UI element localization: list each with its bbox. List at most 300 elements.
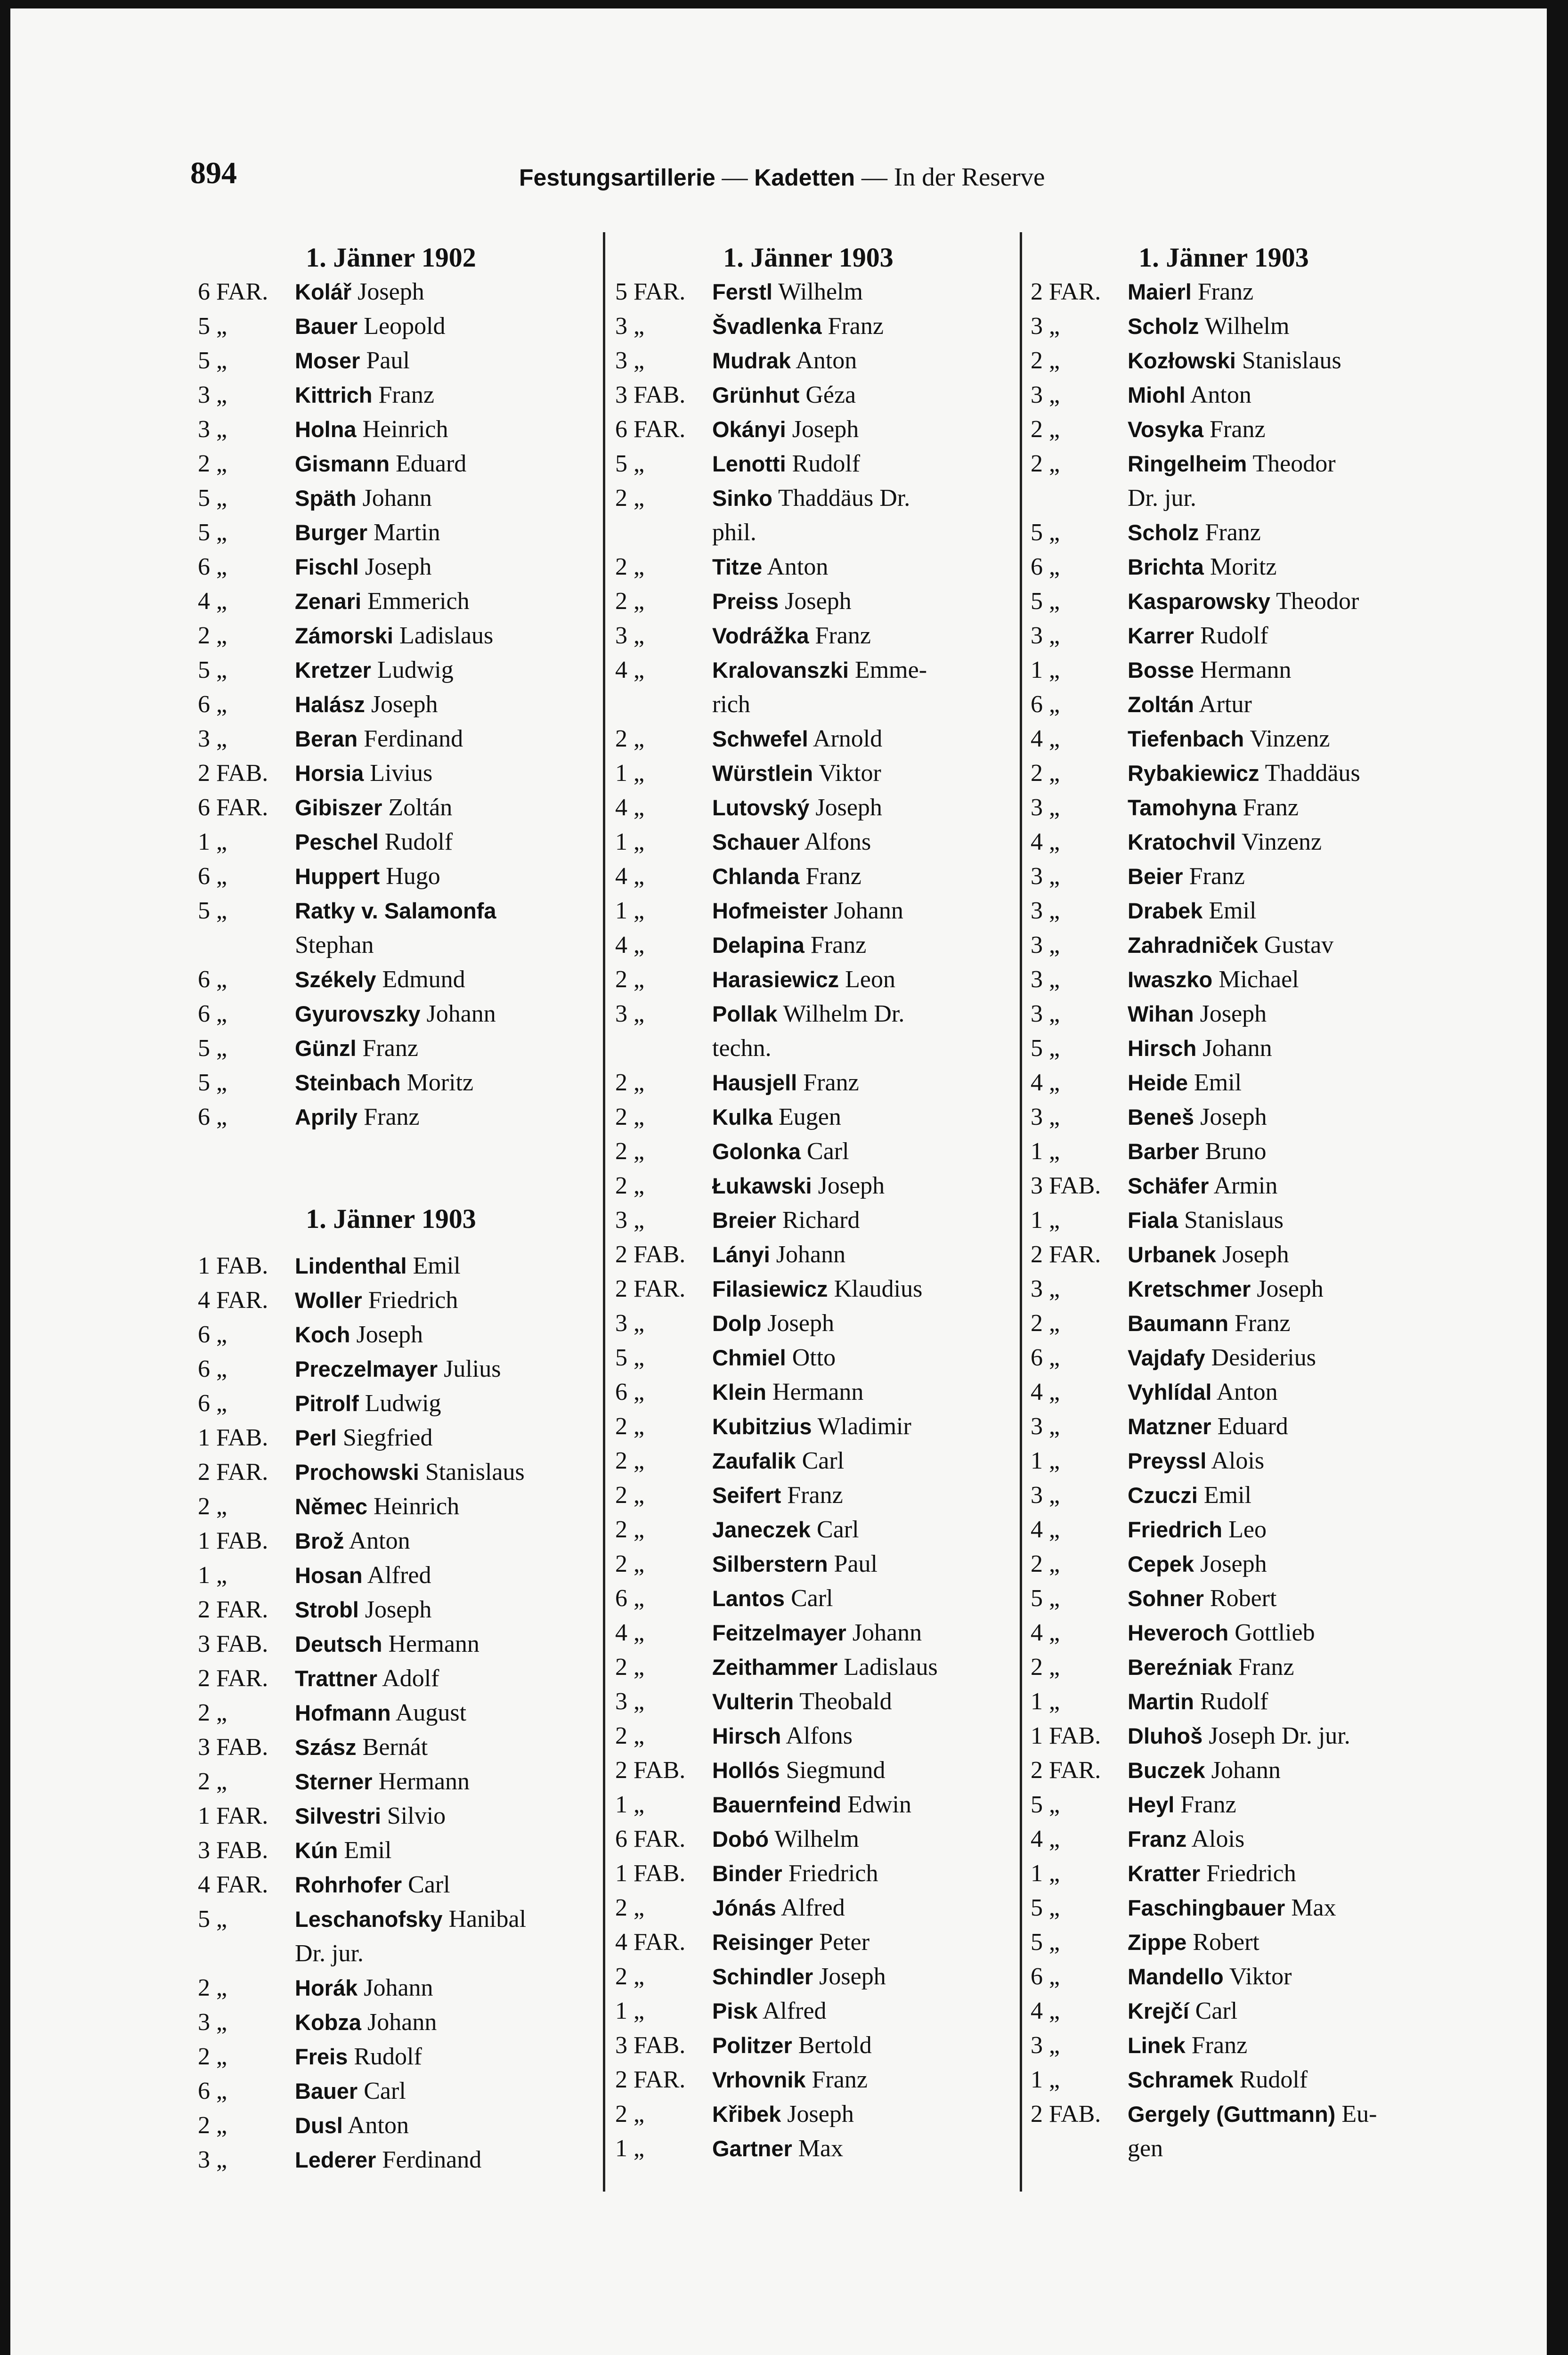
given-name: Ladislaus <box>399 622 494 649</box>
unit-rank: 2 „ <box>198 1974 227 2001</box>
given-name: Joseph <box>1200 1551 1267 1577</box>
unit-rank: 3 „ <box>1031 2032 1060 2059</box>
list-entry <box>198 515 584 550</box>
unit-rank: 5 „ <box>1031 1929 1060 1956</box>
surname: Jónás <box>712 1895 776 1920</box>
list-entry <box>1031 1203 1417 1237</box>
unit-rank: 2 „ <box>615 1654 645 1681</box>
surname: Mudrak <box>712 348 791 373</box>
given-name: Joseph <box>1200 1104 1267 1130</box>
given-name: Leon <box>845 966 895 993</box>
surname: Gyurovszky <box>295 1001 421 1026</box>
person-name <box>1128 1478 1251 1512</box>
surname: Iwaszko <box>1128 967 1213 992</box>
list-entry <box>1031 1031 1417 1065</box>
unit-rank: 6 „ <box>615 1379 645 1405</box>
section-heading: 1. Jänner 1902 <box>306 242 476 273</box>
list-entry <box>1031 1684 1417 1719</box>
unit-rank: 6 FAR. <box>615 1826 686 1852</box>
person-name <box>295 481 432 515</box>
list-entry <box>1031 309 1417 343</box>
list-entry <box>1031 1581 1417 1616</box>
unit-rank: 2 „ <box>615 1447 645 1474</box>
surname: Czuczi <box>1128 1483 1198 1508</box>
given-name: Joseph <box>365 1596 432 1623</box>
unit-rank: 6 FAR. <box>198 278 268 305</box>
surname: Hirsch <box>712 1723 781 1748</box>
list-entry <box>1031 1237 1417 1272</box>
given-name: Adolf <box>382 1665 439 1692</box>
surname: Bosse <box>1128 658 1194 682</box>
list-entry <box>198 1592 584 1627</box>
given-name: Franz <box>1243 794 1299 821</box>
given-name: Joseph <box>365 553 432 580</box>
unit-rank: 2 „ <box>615 588 645 615</box>
unit-rank: 2 „ <box>615 485 645 512</box>
unit-rank: 2 „ <box>615 1894 645 1921</box>
surname: Vajdafy <box>1128 1345 1205 1370</box>
surname: Janeczek <box>712 1517 811 1542</box>
given-name: Livius <box>370 760 433 787</box>
unit-rank: 4 FAR. <box>198 1287 268 1314</box>
unit-rank: 2 „ <box>615 2101 645 2128</box>
person-name <box>712 962 895 997</box>
list-entry <box>615 1650 1001 1684</box>
person-name <box>1128 1856 1296 1891</box>
person-name <box>295 2108 409 2143</box>
given-name: Artur <box>1199 691 1252 718</box>
list-entry <box>1031 1065 1417 1100</box>
unit-rank: 4 „ <box>1031 1619 1060 1646</box>
unit-rank: 5 „ <box>198 1035 227 1062</box>
list-entry <box>198 790 584 825</box>
unit-rank: 1 „ <box>198 1562 227 1589</box>
list-entry <box>615 1203 1001 1237</box>
unit-rank: 2 „ <box>1031 1551 1060 1577</box>
surname: Rohrhofer <box>295 1872 402 1897</box>
unit-rank: 3 „ <box>615 622 645 649</box>
person-name <box>712 2097 854 2131</box>
list-entry <box>615 1925 1001 1959</box>
continuation-text: gen <box>1128 2135 1163 2162</box>
person-name <box>295 447 466 481</box>
unit-rank: 2 „ <box>198 2112 227 2139</box>
list-entry <box>615 2097 1001 2131</box>
unit-rank: 3 „ <box>1031 966 1060 993</box>
person-name <box>712 2131 843 2166</box>
person-name <box>295 1696 466 1730</box>
unit-rank: 2 FAR. <box>1031 278 1101 305</box>
person-name <box>1128 1237 1289 1272</box>
given-name: Eduard <box>1217 1413 1288 1440</box>
list-entry <box>1031 584 1417 618</box>
unit-rank: 4 „ <box>615 932 645 958</box>
unit-rank: 6 „ <box>198 691 227 718</box>
list-entry <box>615 1891 1001 1925</box>
person-name <box>1128 1547 1267 1581</box>
continuation-text: phil. <box>712 519 756 546</box>
unit-rank: 6 „ <box>198 966 227 993</box>
given-name: Wilhelm Dr. <box>783 1000 905 1027</box>
surname: Kobza <box>295 2010 361 2035</box>
list-entry <box>615 962 1001 997</box>
list-entry <box>198 687 584 722</box>
given-name: Alfons <box>804 828 871 855</box>
list-entry <box>198 343 584 378</box>
given-name: Stanislaus <box>1242 347 1341 374</box>
person-name <box>712 1340 836 1375</box>
given-name: Alois <box>1191 1826 1245 1852</box>
surname: Horák <box>295 1975 358 2000</box>
person-name <box>712 1444 844 1478</box>
unit-rank: 3 „ <box>1031 1275 1060 1302</box>
unit-rank: 3 „ <box>1031 932 1060 958</box>
list-entry <box>198 2108 584 2143</box>
list-entry <box>615 618 1001 653</box>
person-name <box>1128 997 1267 1031</box>
running-head-part1: Festungsartillerie <box>519 164 715 191</box>
unit-rank: 3 FAB. <box>1031 1172 1101 1199</box>
given-name: Ferdinand <box>364 725 463 752</box>
person-name <box>1128 1650 1294 1684</box>
surname: Karrer <box>1128 623 1194 648</box>
surname: Kretzer <box>295 658 371 682</box>
list-entry <box>198 275 584 309</box>
given-name: Theodor <box>1276 588 1359 615</box>
person-name <box>1128 1512 1267 1547</box>
surname: Sterner <box>295 1769 373 1794</box>
given-name: Stanislaus <box>425 1459 525 1486</box>
unit-rank: 1 „ <box>615 1998 645 2024</box>
unit-rank: 6 „ <box>198 1104 227 1130</box>
given-name: Joseph <box>1200 1000 1267 1027</box>
surname: Tiefenbach <box>1128 726 1244 751</box>
surname: Feitzelmayer <box>712 1620 846 1645</box>
list-entry <box>615 1547 1001 1581</box>
surname: Würstlein <box>712 761 813 786</box>
given-name: Robert <box>1210 1585 1277 1612</box>
given-name: Franz <box>787 1482 843 1509</box>
unit-rank: 1 „ <box>1031 2066 1060 2093</box>
list-entry <box>198 1386 584 1421</box>
section-heading: 1. Jänner 1903 <box>306 1203 476 1234</box>
surname: Švadlenka <box>712 314 822 339</box>
unit-rank: 3 „ <box>1031 794 1060 821</box>
given-name: Thaddäus <box>1265 760 1360 787</box>
given-name: Franz <box>1210 416 1266 443</box>
list-entry <box>615 928 1001 962</box>
person-name <box>1128 653 1292 687</box>
surname: Székely <box>295 967 376 992</box>
surname: Halász <box>295 692 365 717</box>
continuation-text: Dr. jur. <box>295 1940 364 1967</box>
person-name <box>1128 2063 1308 2097</box>
list-entry <box>615 1444 1001 1478</box>
list-entry <box>198 309 584 343</box>
person-name <box>712 1684 892 1719</box>
given-name: Anton <box>796 347 857 374</box>
person-name <box>1128 1581 1276 1616</box>
given-name: Paul <box>366 347 410 374</box>
list-entry <box>1031 1100 1417 1134</box>
surname: Kolář <box>295 279 352 304</box>
list-entry <box>198 378 584 412</box>
person-name <box>712 1547 877 1581</box>
person-name <box>295 2143 481 2177</box>
given-name: Viktor <box>819 760 881 787</box>
unit-rank: 1 FAB. <box>198 1252 268 1279</box>
unit-rank: 3 „ <box>198 416 227 443</box>
person-name <box>1128 1375 1278 1409</box>
given-name: Martin <box>374 519 440 546</box>
list-entry <box>1031 1512 1417 1547</box>
list-entry <box>198 962 584 997</box>
surname: Silvestri <box>295 1803 381 1828</box>
person-name <box>712 309 884 343</box>
surname: Vodrážka <box>712 623 809 648</box>
unit-rank: 2 FAR. <box>1031 1241 1101 1268</box>
surname: Kratter <box>1128 1861 1201 1886</box>
given-name: Viktor <box>1229 1963 1292 1990</box>
unit-rank: 6 FAR. <box>615 416 686 443</box>
surname: Dolp <box>712 1311 762 1336</box>
list-entry <box>1031 1444 1417 1478</box>
person-name <box>295 722 463 756</box>
person-name <box>712 1925 869 1959</box>
unit-rank: 2 FAB. <box>615 1757 686 1784</box>
surname: Schäfer <box>1128 1173 1209 1198</box>
unit-rank: 5 „ <box>1031 1035 1060 1062</box>
person-name <box>1128 1925 1259 1959</box>
given-name: Rudolf <box>792 450 861 477</box>
surname: Golonka <box>712 1139 801 1164</box>
unit-rank: 6 „ <box>198 1000 227 1027</box>
given-name: Ferdinand <box>382 2146 482 2173</box>
person-name <box>1128 550 1276 584</box>
given-name: Franz <box>364 1104 420 1130</box>
unit-rank: 2 FAR. <box>198 1459 268 1486</box>
list-entry <box>1031 1719 1417 1753</box>
list-entry <box>1031 1787 1417 1822</box>
column-2 <box>615 240 1001 2166</box>
list-entry <box>615 790 1001 825</box>
unit-rank: 4 „ <box>1031 828 1060 855</box>
surname: Schwefel <box>712 726 808 751</box>
column-1 <box>198 240 584 2177</box>
list-entry <box>198 1317 584 1352</box>
surname: Burger <box>295 520 368 545</box>
given-name: Franz <box>828 313 884 340</box>
continuation-text: Stephan <box>295 932 374 958</box>
surname: Lenotti <box>712 451 786 476</box>
surname: Heveroch <box>1128 1620 1229 1645</box>
surname: Aprily <box>295 1104 358 1129</box>
unit-rank: 2 „ <box>615 1138 645 1165</box>
given-name: Friedrich <box>788 1860 878 1887</box>
person-name <box>712 481 910 515</box>
list-entry <box>198 1100 584 1134</box>
surname: Beneš <box>1128 1104 1194 1129</box>
unit-rank: 2 FAR. <box>615 1275 686 1302</box>
person-name <box>712 928 866 962</box>
surname: Preiss <box>712 589 779 614</box>
surname: Buczek <box>1128 1758 1205 1783</box>
given-name: Silvio <box>387 1803 446 1829</box>
given-name: Carl <box>1195 1998 1238 2024</box>
given-name: Moritz <box>1210 553 1277 580</box>
surname: Lutovský <box>712 795 810 820</box>
surname: Vyhlídal <box>1128 1380 1212 1405</box>
list-entry <box>198 1902 584 1936</box>
person-name <box>1128 790 1299 825</box>
given-name: Desiderius <box>1211 1344 1316 1371</box>
unit-rank: 6 „ <box>198 1321 227 1348</box>
list-entry-continuation <box>1031 2131 1417 2166</box>
given-name: Paul <box>834 1551 877 1577</box>
surname: Hirsch <box>1128 1036 1197 1061</box>
given-name: Emme- <box>854 657 927 683</box>
given-name: Carl <box>408 1871 450 1898</box>
given-name: Hermann <box>378 1768 470 1795</box>
given-name: Joseph <box>815 794 882 821</box>
list-entry <box>615 1340 1001 1375</box>
given-name: Rudolf <box>1239 2066 1308 2093</box>
person-name <box>1128 515 1261 550</box>
person-name <box>712 1375 863 1409</box>
unit-rank: 4 „ <box>198 588 227 615</box>
person-name <box>712 343 857 378</box>
given-name: Eduard <box>396 450 467 477</box>
unit-rank: 1 „ <box>1031 1688 1060 1715</box>
running-head-part3: In der Reserve <box>894 162 1045 191</box>
given-name: Friedrich <box>368 1287 458 1314</box>
person-name <box>1128 584 1359 618</box>
list-entry <box>198 1283 584 1317</box>
surname: Kubitzius <box>712 1414 812 1439</box>
unit-rank: 3 „ <box>1031 1413 1060 1440</box>
surname: Faschingbauer <box>1128 1895 1285 1920</box>
given-name: Anton <box>349 1527 410 1554</box>
given-name: Hermann <box>1200 657 1292 683</box>
person-name <box>295 687 438 722</box>
given-name: Edmund <box>382 966 465 993</box>
given-name: Heinrich <box>362 416 448 443</box>
person-name <box>712 859 861 893</box>
unit-rank: 3 „ <box>615 313 645 340</box>
list-entry <box>1031 790 1417 825</box>
person-name <box>295 893 496 928</box>
person-name <box>1128 859 1245 893</box>
person-name <box>712 722 882 756</box>
person-name <box>295 1799 446 1833</box>
unit-rank: 1 „ <box>1031 1138 1060 1165</box>
person-name <box>712 1100 841 1134</box>
list-entry <box>1031 618 1417 653</box>
surname: Kún <box>295 1838 338 1863</box>
list-entry <box>615 1822 1001 1856</box>
list-entry-continuation <box>615 1031 1001 1065</box>
given-name: Hanibal <box>448 1906 527 1933</box>
surname: Vosyka <box>1128 417 1204 442</box>
person-name <box>295 2005 437 2039</box>
given-name: August <box>395 1699 467 1726</box>
list-entry <box>1031 1340 1417 1375</box>
unit-rank: 3 „ <box>615 1207 645 1234</box>
person-name <box>712 1272 922 1306</box>
given-name: Franz <box>1238 1654 1294 1681</box>
unit-rank: 1 „ <box>615 2135 645 2162</box>
surname: Beran <box>295 726 358 751</box>
list-entry <box>615 343 1001 378</box>
list-entry <box>615 584 1001 618</box>
surname: Chlanda <box>712 864 800 889</box>
list-entry <box>615 1719 1001 1753</box>
person-name <box>295 1627 479 1661</box>
surname: Filasiewicz <box>712 1276 828 1301</box>
person-name <box>295 343 410 378</box>
given-name: Leopold <box>364 313 446 340</box>
given-name: Richard <box>782 1207 860 1234</box>
person-name <box>712 584 852 618</box>
list-entry <box>198 1661 584 1696</box>
surname: Harasiewicz <box>712 967 839 992</box>
surname: Delapina <box>712 933 804 958</box>
person-name <box>1128 2028 1247 2063</box>
surname: Günzl <box>295 1036 357 1061</box>
surname: Klein <box>712 1380 766 1405</box>
unit-rank: 4 „ <box>615 657 645 683</box>
given-name: Thaddäus Dr. <box>778 485 910 512</box>
surname: Bauer <box>295 314 358 339</box>
person-name <box>295 1100 420 1134</box>
surname: Späth <box>295 486 357 511</box>
surname: Fischl <box>295 554 359 579</box>
person-name <box>295 1489 459 1524</box>
unit-rank: 2 FAB. <box>615 1241 686 1268</box>
surname: Deutsch <box>295 1632 382 1657</box>
unit-rank: 5 „ <box>198 1906 227 1933</box>
list-entry <box>1031 1169 1417 1203</box>
person-name <box>1128 447 1336 481</box>
list-entry <box>198 1249 584 1283</box>
person-name <box>295 2074 406 2108</box>
unit-rank: 1 FAB. <box>1031 1722 1101 1749</box>
list-entry <box>198 722 584 756</box>
list-entry <box>615 1616 1001 1650</box>
unit-rank: 6 „ <box>198 553 227 580</box>
given-name: Edwin <box>847 1791 911 1818</box>
unit-rank: 3 FAB. <box>615 382 686 408</box>
list-entry <box>615 653 1001 687</box>
list-entry <box>198 1524 584 1558</box>
unit-rank: 1 „ <box>198 828 227 855</box>
person-name <box>295 1558 431 1592</box>
surname: Preczelmayer <box>295 1356 438 1381</box>
surname: Koch <box>295 1322 350 1347</box>
person-name <box>295 1283 458 1317</box>
list-entry <box>198 1799 584 1833</box>
section-heading: 1. Jänner 1903 <box>1138 242 1309 273</box>
surname: Pollak <box>712 1001 778 1026</box>
given-name: Géza <box>805 382 856 408</box>
unit-rank: 3 „ <box>615 1000 645 1027</box>
unit-rank: 2 „ <box>198 1768 227 1795</box>
list-entry <box>1031 893 1417 928</box>
surname: Hausjell <box>712 1070 797 1095</box>
unit-rank: 2 FAR. <box>1031 1757 1101 1784</box>
person-name <box>1128 1272 1324 1306</box>
person-name <box>712 1203 860 1237</box>
